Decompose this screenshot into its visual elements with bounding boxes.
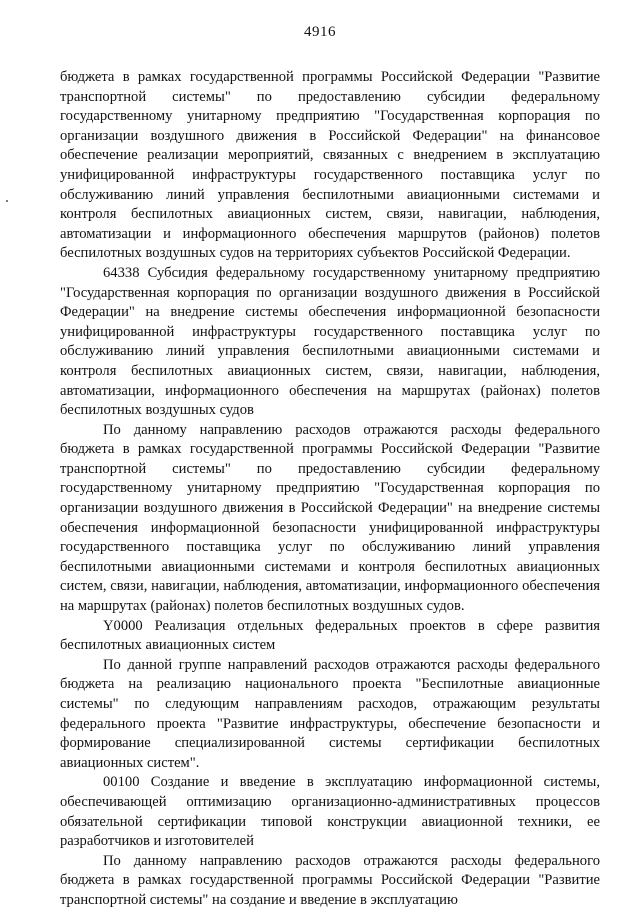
document-body [60,68,600,911]
paragraph-y0000-description: По данной группе направлений расходов отражаются расходы федерального бюджета на реализацию национального проекта "Беспилотные авиационные системы" по следующим направлениям расходов, отражающим результаты федерального проекта "Развитие инфраструктуры, обеспечение безопасности и формирование специализированной системы сертификации беспилотных авиационных систем". [60,656,600,771]
paragraph-00100-description: По данному направлению расходов отражаются расходы федерального бюджета в рамках государственной программы Российской Федерации "Развитие транспортной системы" на создание и введение в эксплуатацию [60,852,600,908]
paragraph-continuation: бюджета в рамках государственной программы Российской Федерации "Развитие транспортной системы" по предоставлению субсидии федеральному государственному унитарному предприятию "Государственная корпорация по организации воздушного движения в Российской Федерации" на финансовое обеспечение реализации мероприятий, связанных с внедрением в эксплуатацию унифицированной инфраструктуры государственного поставщика услуг по обслуживанию линий управления беспилотными авиационными системами и контроля беспилотных авиационных систем, связи, навигации, наблюдения, автоматизации и информационного обеспечения маршрутов (районов) полетов беспилотных воздушных судов на территориях субъектов Российской Федерации. [60,69,600,262]
paragraph-64338-description: По данному направлению расходов отражаются расходы федерального бюджета в рамках государственной программы Российской Федерации "Развитие транспортной системы" по предоставлению субсидии федеральному государственному унитарному предприятию "Государственная корпорация по организации воздушного движения в Российской Федерации" на внедрение системы обеспечения информационной безопасности унифицированной инфраструктуры государственного поставщика услуг по обслуживанию линий управления беспилотными авиационными системами и контроля беспилотных авиационных систем, связи, навигации, наблюдения, автоматизации, информационного обеспечения на маршрутах (районах) полетов беспилотных воздушных судов. [60,421,600,615]
paragraph-code-00100: 00100 Создание и введение в эксплуатацию информационной системы, обеспечивающей оптимизацию организационно-административных процессов обязательной сертификации типовой конструкции авиационной техники, ее разработчиков и изготовителей [60,774,600,850]
paragraph-code-y0000: Y0000 Реализация отдельных федеральных проектов в сфере развития беспилотных авиационных систем [60,617,600,654]
page-number: 4916 [304,24,336,40]
scan-speck [6,200,8,202]
paragraph-code-64338: 64338 Субсидия федеральному государственному унитарному предприятию "Государственная корпорация по организации воздушного движения в Российской Федерации" на внедрение системы обеспечения информационной безопасности унифицированной инфраструктуры государственного поставщика услуг по обслуживанию линий управления беспилотными авиационными системами и контроля беспилотных авиационных систем, связи, навигации, наблюдения, автоматизации, информационного обеспечения на маршрутах (районах) полетов беспилотных воздушных судов [60,264,600,419]
